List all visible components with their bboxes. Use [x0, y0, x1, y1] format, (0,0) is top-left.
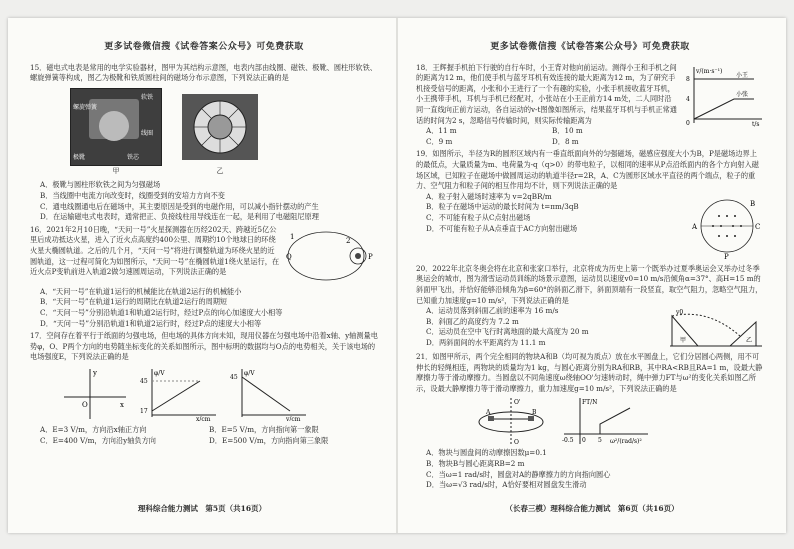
svg-text:甲: 甲 [680, 337, 687, 345]
q17-option-c[interactable]: C．E=400 V/m，方向沿y轴负方向 [40, 435, 156, 445]
q15-fig-yi [180, 88, 260, 177]
svg-text:A: A [692, 222, 698, 231]
q20-option-c[interactable]: C．运动员在空中飞行时离地面的最大高度为 20 m [426, 327, 589, 337]
svg-text:-0.5: -0.5 [562, 437, 574, 445]
q19-option-c[interactable]: C．不可能有粒子从C点射出磁场 [426, 212, 531, 222]
question-17 [30, 331, 378, 446]
svg-text:O: O [82, 400, 88, 409]
svg-text:17: 17 [140, 407, 148, 415]
q16-option-b[interactable]: B．“天问一号”在轨道1运行的周期比在轨道2运行的周期短 [40, 297, 228, 307]
question-18 [416, 63, 764, 148]
svg-text:A: A [486, 409, 491, 417]
circular-field-diagram [690, 194, 764, 260]
svg-text:v0: v0 [676, 309, 684, 317]
svg-text:B: B [532, 409, 537, 417]
q20-stem: 20．2022年北京冬奥会将在北京和张家口举行，北京将成为历史上第一个既举办过夏季奥运会又举办过冬季奥运会的城市，图为滑雪运动员训练的场景示意图，运动员以速度v0=10 m/s沿倾角α=37°、高H=15 m的斜面甲飞出，并恰好能够沿倾角为β=60°的斜面乙滑下，斜面顶端有一段竖直，取空气阻力，忽略空气阻力，已知重力加速度g=10 m/s²，下列说法正确的是 [416, 263, 763, 305]
q18-options [416, 126, 678, 147]
q20-option-b[interactable]: B．斜面乙的高度约为 7.2 m [426, 316, 519, 326]
q15-cap-jia: 甲 [112, 166, 120, 175]
svg-text:Q: Q [286, 252, 292, 261]
q15-stem: 15．磁电式电表是常用的电学实验器材，图甲为其结构示意图，电表内部由线圈、磁铁、极靴、圆柱形软铁、螺旋弹簧等构成，图乙为极靴和铁质圆柱间的磁场分布示意图，下列说法正确的是 [30, 62, 377, 83]
svg-text:y: y [93, 368, 97, 377]
meter-photo: 螺旋弹簧 软铁 线圈 极靴 铁芯 [70, 88, 162, 166]
left-banner: 更多试卷微信搜《试卷答案公众号》可免费获取 [104, 42, 304, 52]
svg-text:小张: 小张 [736, 90, 749, 98]
q17-option-b[interactable]: B．E=5 V/m，方向指向第一象限 [209, 424, 319, 434]
question-16 [30, 225, 378, 329]
svg-text:O: O [514, 439, 519, 447]
svg-text:0: 0 [686, 119, 690, 127]
left-page [8, 18, 396, 533]
q15-fig-jia [70, 88, 162, 177]
q15-cap-yi: 乙 [216, 166, 224, 175]
q19-option-a[interactable]: A．粒子射入磁场时速率为 v=2qBR/m [426, 191, 552, 201]
question-21 [416, 352, 764, 491]
q16-option-c[interactable]: C．“天问一号”分别沿轨道1和轨道2运行时，经过P点的向心加速度大小相等 [40, 307, 283, 317]
q16-option-a[interactable]: A．“天问一号”在轨道1运行的机械能比在轨道2运行的机械能小 [40, 286, 242, 296]
svg-text:乙: 乙 [746, 337, 753, 345]
svg-text:P: P [368, 252, 373, 261]
left-footer: 理科综合能力测试 第5页（共16页） [137, 504, 267, 514]
q21-option-b[interactable]: B．物块B与圆心距离RB=2 m [426, 459, 525, 469]
svg-text:B: B [750, 199, 756, 208]
svg-text:P: P [724, 252, 729, 260]
q17-options [30, 425, 378, 446]
q18-option-c[interactable]: C．9 m [426, 136, 453, 146]
q17-axes [60, 367, 130, 421]
q15-figures [70, 88, 378, 177]
q21-option-a[interactable]: A．物块与圆盘间的动摩擦因数μ=0.1 [426, 448, 547, 458]
q15-option-a[interactable]: A．极靴与圆柱形软铁之间为匀强磁场 [40, 180, 161, 190]
svg-text:ω²/(rad/s)²: ω²/(rad/s)² [610, 438, 642, 446]
q16-option-d[interactable]: D．“天问一号”分别沿轨道1和轨道2运行时，经过P点的速度大小相等 [40, 318, 262, 328]
right-footer: （长春三模）理科综合能力测试 第6页（共16页） [505, 504, 679, 514]
svg-text:y/cm: y/cm [286, 415, 301, 421]
svg-text:0: 0 [582, 437, 586, 445]
svg-text:C: C [755, 222, 761, 231]
svg-text:x: x [120, 400, 124, 409]
q15-option-c[interactable]: C．通电线圈通电后在磁场中，其主要原因是受到的电磁作用，可以减小指针摆动的产生 [40, 201, 319, 211]
q15-option-d[interactable]: D．在运输磁电式电表时，通常把正、负接线柱用导线连在一起，是利用了电磁阻尼原理 [40, 212, 319, 222]
vt-graph [684, 65, 764, 127]
svg-text:8: 8 [686, 75, 690, 83]
svg-text:v/(m·s⁻¹): v/(m·s⁻¹) [696, 67, 723, 75]
q20-option-a[interactable]: A．运动员落到斜面乙前的速率为 16 m/s [426, 306, 559, 316]
q18-option-a[interactable]: A．11 m [426, 126, 457, 136]
svg-text:小王: 小王 [736, 71, 749, 79]
q21-option-d[interactable]: D．当ω=√3 rad/s时，A恰好要相对圆盘发生滑动 [426, 480, 587, 490]
q17-figures [60, 367, 378, 421]
q21-option-c[interactable]: C．当ω=1 rad/s时，圆盘对A的静摩擦力的方向指向圆心 [426, 469, 611, 479]
q21-stem: 21．如图甲所示，两个完全相同的物块A和B（均可视为质点）放在水平圆盘上，它们分居圆心两侧，用不可伸长的轻绳相连，两物块的质量均为1 kg，与圆心距离分别为RA和RB，其中RA<RB且RA=1 m，设最大静摩擦力等于滑动摩擦力。当圆盘以不同角速度ω绕轴OO'匀速转动时，绳中弹力FT与ω²的变化关系如图乙所示，设最大静摩擦力等于滑动摩擦力，重力加速度g=10 m/s²，下列说法正确的是 [416, 352, 763, 393]
svg-text:x/cm: x/cm [196, 415, 211, 421]
turntable-diagram [476, 396, 546, 446]
q19-option-b[interactable]: B．粒子在磁场中运动的最长时间为 t=πm/3qB [426, 202, 579, 212]
svg-text:4: 4 [686, 95, 690, 103]
ski-slope-diagram [668, 308, 764, 348]
q16-stem: 16．2021年2月10日晚，“天问一号”火星探测器在历经202天、跨越近5亿公里后成功抵达火星，进入了近火点高度约400公里、周期约10个地球日的环绕火星大椭圆轨道。之后的几个月，“天问一号”将进行调整轨道为环绕火星的近圆轨道，这一过程可简化为如图所示，“天问一号”在椭圆轨道1绕火星运行，在近火点P变轨前进入轨道2做匀速圆周运动，下列说法正确的是 [30, 224, 280, 277]
q19-option-d[interactable]: D．不可能有粒子从A点垂直于AC方向射出磁场 [426, 223, 578, 233]
magnetic-field-diagram [180, 88, 260, 166]
q17-stem: 17．空间存在着平行于纸面的匀强电场，但电场的具体方向未知，现用仪器在匀强电场中沿着x轴、y轴测量电势φ，O、P两个方向的电势随坐标变化的关系如图所示，图中标明的数据均与O点的电势相关，关于该电场的电场强度E，下列说法正确的是 [30, 331, 378, 362]
svg-text:φ/V: φ/V [154, 369, 165, 377]
orbit-diagram [286, 227, 378, 285]
q18-option-d[interactable]: D．8 m [552, 136, 579, 146]
svg-text:t/s: t/s [752, 120, 760, 127]
svg-text:1: 1 [290, 232, 295, 241]
q17-option-d[interactable]: D．E=500 V/m，方向指向第三象限 [209, 435, 329, 445]
q17-option-a[interactable]: A．E=3 V/m，方向沿x轴正方向 [40, 424, 147, 434]
q18-stem: 18．王辉握手机拍下行驶的自行车时，小王背对他向前运动。测得小王和手机之间的距离为12 m，他们使手机与蓝牙耳机有效连接的最大距离为12 m，为了研究手机接受信号的距离，小张和小王进行了一个有趣的实验，小张手机接收蓝牙耳机，小王携带手机，耳机与手机已经配对，小张站在小王正前方14 m处，二人同时沿同一直线向正前方运动，各自运动的v-t图像如图所示，结果蓝牙耳机与手机正常通话的时间为2 s，忽略信号传输时间，则实际传输距离为 [416, 62, 677, 125]
ft-omega-graph [560, 396, 650, 446]
svg-text:45: 45 [230, 373, 238, 381]
svg-text:5: 5 [598, 437, 602, 445]
question-20 [416, 264, 764, 350]
svg-text:FT/N: FT/N [582, 399, 598, 407]
q20-option-d[interactable]: D．两斜面间的水平距离约为 11.1 m [426, 337, 546, 347]
q19-stem: 19．如图所示，半径为R的圆形区域内有一垂直纸面向外的匀强磁场，磁感应强度大小为B，P是磁场边界上的最低点，大量质量为m、电荷量为-q（q>0）的带电粒子，以相同的速率从P点沿纸面内的各个方向射入磁场区域，已知粒子在磁场中做圆周运动的轨道半径r=2R，A、C为圆形区域水平直径的两个端点，粒子的重力、空气阻力和粒子间的相互作用均不计，则下列说法正确的是 [416, 149, 759, 191]
q17-graph-y [230, 367, 310, 421]
q15-option-b[interactable]: B．当线圈中电流方向改变时，线圈受到的安培力方向不变 [40, 190, 225, 200]
q17-graph-x [140, 367, 220, 421]
question-19 [416, 149, 764, 261]
q18-option-b[interactable]: B．10 m [552, 126, 583, 136]
svg-text:φ/V: φ/V [244, 369, 255, 377]
question-15 [30, 63, 378, 223]
svg-text:O': O' [514, 399, 521, 407]
svg-text:2: 2 [346, 236, 351, 245]
svg-text:45: 45 [140, 377, 148, 385]
q21-figures [476, 396, 764, 446]
right-banner: 更多试卷微信搜《试卷答案公众号》可免费获取 [490, 42, 690, 52]
right-page [398, 18, 786, 533]
